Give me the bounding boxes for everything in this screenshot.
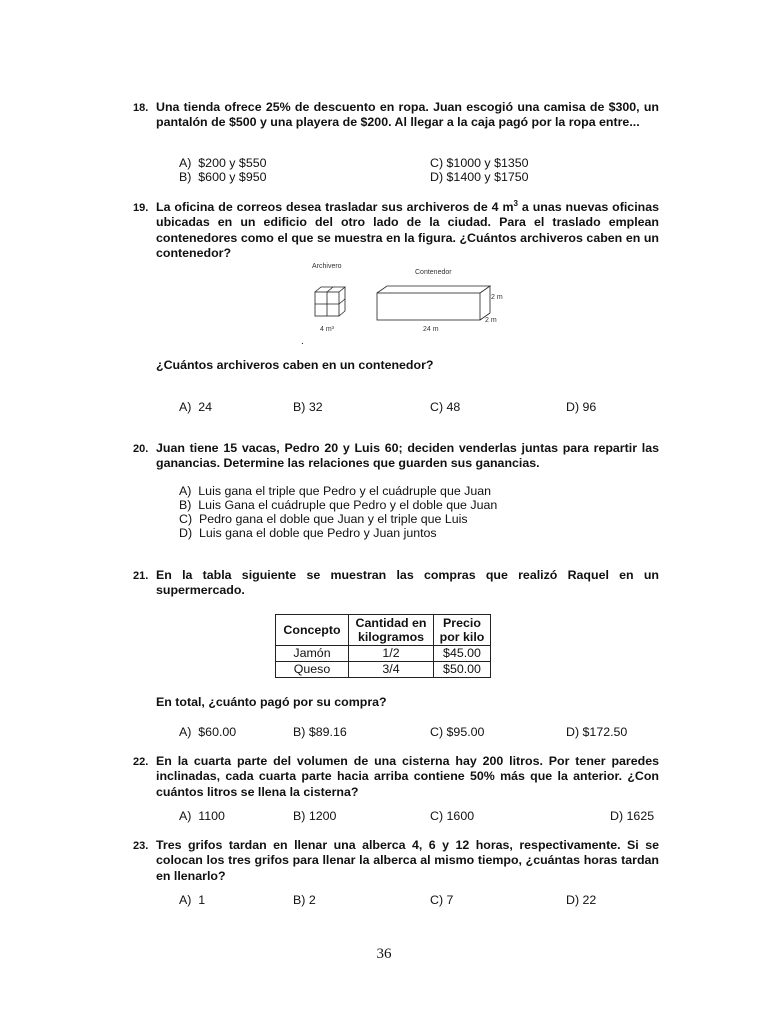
- contenedor-box-icon: [377, 286, 490, 320]
- option-b[interactable]: B) Luis Gana el cuádruple que Pedro y el doble que Juan: [179, 498, 498, 512]
- table-row: [276, 662, 491, 678]
- archivero-label: Archivero: [312, 263, 342, 270]
- question-23: [133, 838, 659, 884]
- option-b[interactable]: B) $89.16: [293, 725, 347, 739]
- option-c[interactable]: C) 48: [430, 400, 461, 414]
- table-header-row: [276, 615, 491, 646]
- table-header: Concepto: [276, 615, 349, 646]
- question-20: [133, 441, 659, 472]
- page-number: 36: [376, 946, 392, 962]
- table-cell: 1/2: [349, 646, 434, 662]
- archivero-volume-label: 4 m³: [320, 326, 334, 333]
- question-19: [133, 200, 659, 262]
- length-label: 24 m: [423, 326, 439, 333]
- question-number: 18.: [133, 102, 149, 114]
- purchases-table: [275, 614, 491, 678]
- option-a[interactable]: A) 1: [179, 893, 206, 907]
- question-number: 21.: [133, 570, 149, 582]
- option-b[interactable]: B) $600 y $950: [179, 170, 267, 184]
- option-d[interactable]: D) 1625: [610, 809, 655, 823]
- q19-subquestion: ¿Cuántos archiveros caben en un contenedor?: [156, 358, 434, 372]
- question-text: En la cuarta parte del volumen de una cisterna hay 200 litros. Por tener paredes inclinadas, cada cuarta parte hacia arriba contiene 50% más que la anterior. ¿Con cuántos litros se llena la cisterna?: [156, 754, 659, 799]
- option-a[interactable]: A) $60.00: [179, 725, 237, 739]
- table-row: [276, 646, 491, 662]
- question-text: Juan tiene 15 vacas, Pedro 20 y Luis 60; deciden venderlas juntas para repartir las ganancias. Determine las relaciones que guarden sus ganancias.: [156, 441, 659, 471]
- table-cell: Queso: [276, 662, 349, 678]
- option-a[interactable]: A) 24: [179, 400, 213, 414]
- option-a[interactable]: A) $200 y $550: [179, 156, 267, 170]
- option-d[interactable]: D) $1400 y $1750: [430, 170, 529, 184]
- table-header: Precio por kilo: [434, 615, 491, 646]
- question-text: Una tienda ofrece 25% de descuento en ropa. Juan escogió una camisa de $300, un pantalón de $500 y una playera de $200. Al llegar a la caja pagó por la ropa entre...: [156, 100, 659, 130]
- height-label: 2 m: [491, 294, 503, 301]
- table-cell: Jamón: [276, 646, 349, 662]
- question-number: 20.: [133, 443, 149, 455]
- option-d[interactable]: D) 96: [566, 400, 597, 414]
- table-cell: 3/4: [349, 662, 434, 678]
- option-c[interactable]: C) $1000 y $1350: [430, 156, 529, 170]
- question-number: 22.: [133, 756, 149, 768]
- archivero-contenedor-figure: [300, 258, 520, 348]
- question-18: [133, 100, 659, 131]
- table-header: Cantidad en kilogramos: [349, 615, 434, 646]
- archivero-cube-icon: [315, 287, 345, 316]
- option-d[interactable]: D) 22: [566, 893, 597, 907]
- question-21: [133, 568, 659, 599]
- q21-subquestion: En total, ¿cuánto pagó por su compra?: [156, 695, 387, 709]
- option-c[interactable]: C) 7: [430, 893, 454, 907]
- table-cell: $50.00: [434, 662, 491, 678]
- figure-dot: .: [301, 336, 304, 347]
- option-b[interactable]: B) 2: [293, 893, 316, 907]
- option-c[interactable]: C) 1600: [430, 809, 475, 823]
- depth-label: 2 m: [485, 317, 497, 324]
- question-text: Tres grifos tardan en llenar una alberca 4, 6 y 12 horas, respectivamente. Si se colocan los tres grifos para llenar la alberca al mismo tiempo, ¿cuántas horas tardan en llenarlo?: [156, 838, 659, 883]
- option-b[interactable]: B) 32: [293, 400, 323, 414]
- table-cell: $45.00: [434, 646, 491, 662]
- option-a[interactable]: A) Luis gana el triple que Pedro y el cuádruple que Juan: [179, 484, 492, 498]
- question-22: [133, 754, 659, 800]
- contenedor-label: Contenedor: [415, 269, 452, 276]
- question-text: En la tabla siguiente se muestran las compras que realizó Raquel en un supermercado.: [156, 568, 659, 598]
- option-b[interactable]: B) 1200: [293, 809, 337, 823]
- question-number: 19.: [133, 202, 149, 214]
- option-d[interactable]: D) $172.50: [566, 725, 628, 739]
- option-c[interactable]: C) Pedro gana el doble que Juan y el triple que Luis: [179, 512, 468, 526]
- option-d[interactable]: D) Luis gana el doble que Pedro y Juan juntos: [179, 526, 437, 540]
- option-c[interactable]: C) $95.00: [430, 725, 485, 739]
- question-text: La oficina de correos desea trasladar sus archiveros de 4 $m^3$ a unas nuevas oficinas ubicadas en un edificio del otro lado de la ciudad. Para el traslado emplean contenedores como el que se muestra en la figura. ¿Cuántos archiveros caben en un contenedor?: [156, 198, 659, 261]
- option-a[interactable]: A) 1100: [179, 809, 225, 823]
- question-number: 23.: [133, 840, 149, 852]
